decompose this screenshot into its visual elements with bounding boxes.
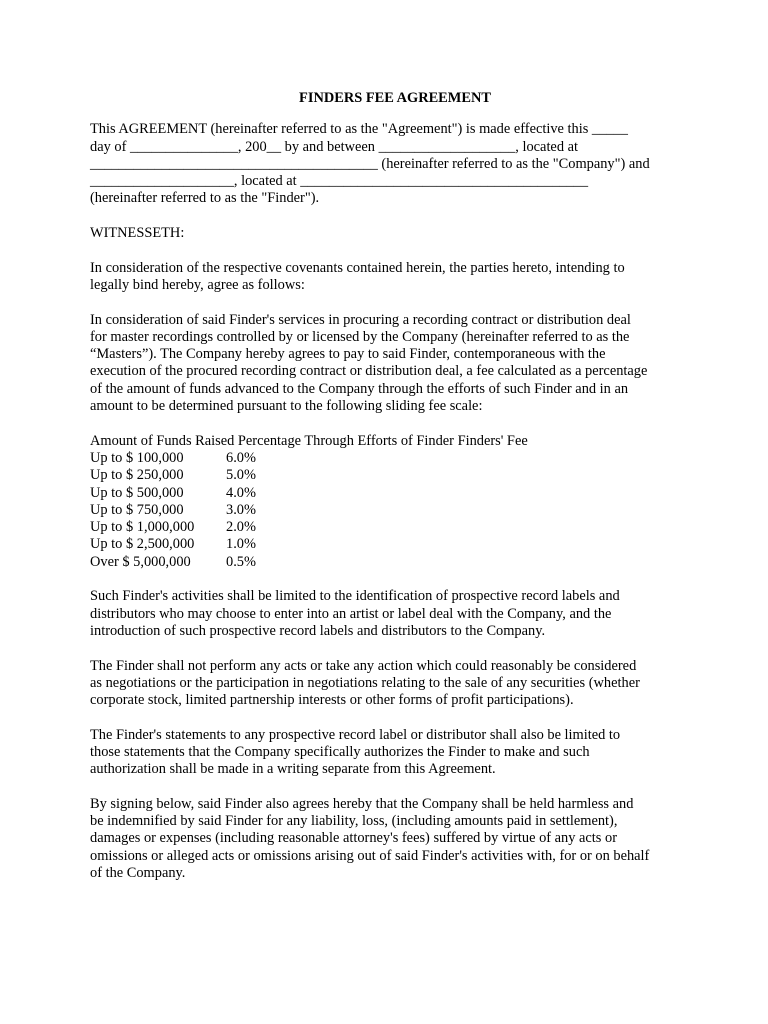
activities-paragraph [90,588,690,640]
services-line: “Masters”). The Company hereby agrees to pay to said Finder, contemporaneous with the [90,346,606,363]
intro-line: ________________________________________ (hereinafter referred to as the "Company") and [90,155,650,172]
intro-line: ____________________, located at ________________________________________ [90,173,589,190]
negotiations-line: The Finder shall not perform any acts or take any action which could reasonably be considered [90,657,637,674]
document-page [90,90,690,900]
witnesseth-heading [90,225,690,242]
intro-paragraph [90,121,690,207]
fee-table-row [90,450,690,467]
consideration-paragraph [90,260,690,295]
fee-amount-cell: Up to $ 1,000,000 [90,519,195,536]
indemnity-line: By signing below, said Finder also agrees hereby that the Company shall be held harmless and [90,795,634,812]
activities-line: introduction of such prospective record labels and distributors to the Company. [90,622,546,639]
fee-amount-cell: Up to $ 2,500,000 [90,536,195,553]
services-line: of the amount of funds advanced to the Company through the efforts of such Finder and in an [90,380,629,397]
fee-table-row [90,467,690,484]
fee-percent-cell: 0.5% [226,553,256,570]
fee-percent-cell: 2.0% [226,519,256,536]
fee-percent-cell: 6.0% [226,449,256,466]
negotiations-line: as negotiations or the participation in negotiations relating to the sale of any securities (whether [90,674,640,691]
activities-line: Such Finder's activities shall be limited to the identification of prospective record labels and [90,588,620,605]
consideration-line: legally bind hereby, agree as follows: [90,276,305,293]
services-line: execution of the procured recording contract or distribution deal, a fee calculated as a percentage [90,363,648,380]
fee-percent-cell: 5.0% [226,467,256,484]
fee-table-row [90,536,690,553]
indemnity-line: omissions or alleged acts or omissions arising out of said Finder's activities with, for or on behalf [90,847,650,864]
indemnity-paragraph [90,796,690,882]
indemnity-line: be indemnified by said Finder for any liability, loss, (including amounts paid in settlement), [90,813,618,830]
fee-table-header: Amount of Funds Raised Percentage Through Efforts of Finder Finders' Fee [90,432,528,449]
fee-amount-cell: Up to $ 100,000 [90,449,184,466]
fee-amount-cell: Up to $ 500,000 [90,484,184,501]
statements-paragraph [90,727,690,779]
witnesseth-line: WITNESSETH: [90,225,185,242]
statements-line: authorization shall be made in a writing separate from this Agreement. [90,761,496,778]
fee-table-row [90,554,690,571]
indemnity-line: of the Company. [90,865,186,882]
services-line: In consideration of said Finder's services in procuring a recording contract or distribution deal [90,311,631,328]
services-paragraph [90,312,690,416]
fee-amount-cell: Over $ 5,000,000 [90,553,191,570]
statements-line: The Finder's statements to any prospective record label or distributor shall also be limited to [90,726,621,743]
intro-line: day of _______________, 200__ by and between ___________________, located at [90,138,579,155]
document-title: FINDERS FEE AGREEMENT [299,90,491,106]
negotiations-line: corporate stock, limited partnership interests or other forms of profit participations). [90,692,574,709]
consideration-line: In consideration of the respective covenants contained herein, the parties hereto, intending to [90,259,625,276]
fee-amount-cell: Up to $ 250,000 [90,467,184,484]
fee-table-row [90,502,690,519]
fee-table-row [90,519,690,536]
services-line: for master recordings controlled by or licensed by the Company (hereinafter referred to as the [90,328,630,345]
activities-line: distributors who may choose to enter into an artist or label deal with the Company, and the [90,605,612,622]
statements-line: those statements that the Company specifically authorizes the Finder to make and such [90,743,590,760]
intro-line: This AGREEMENT (hereinafter referred to as the "Agreement") is made effective this _____ [90,121,628,138]
negotiations-paragraph [90,658,690,710]
indemnity-line: damages or expenses (including reasonable attorney's fees) suffered by virtue of any acts or [90,830,617,847]
fee-amount-cell: Up to $ 750,000 [90,501,184,518]
fee-scale-table [90,433,690,571]
fee-percent-cell: 3.0% [226,501,256,518]
fee-percent-cell: 1.0% [226,536,256,553]
fee-table-row [90,485,690,502]
fee-percent-cell: 4.0% [226,484,256,501]
intro-line: (hereinafter referred to as the "Finder"). [90,190,320,207]
services-line: amount to be determined pursuant to the following sliding fee scale: [90,398,483,415]
